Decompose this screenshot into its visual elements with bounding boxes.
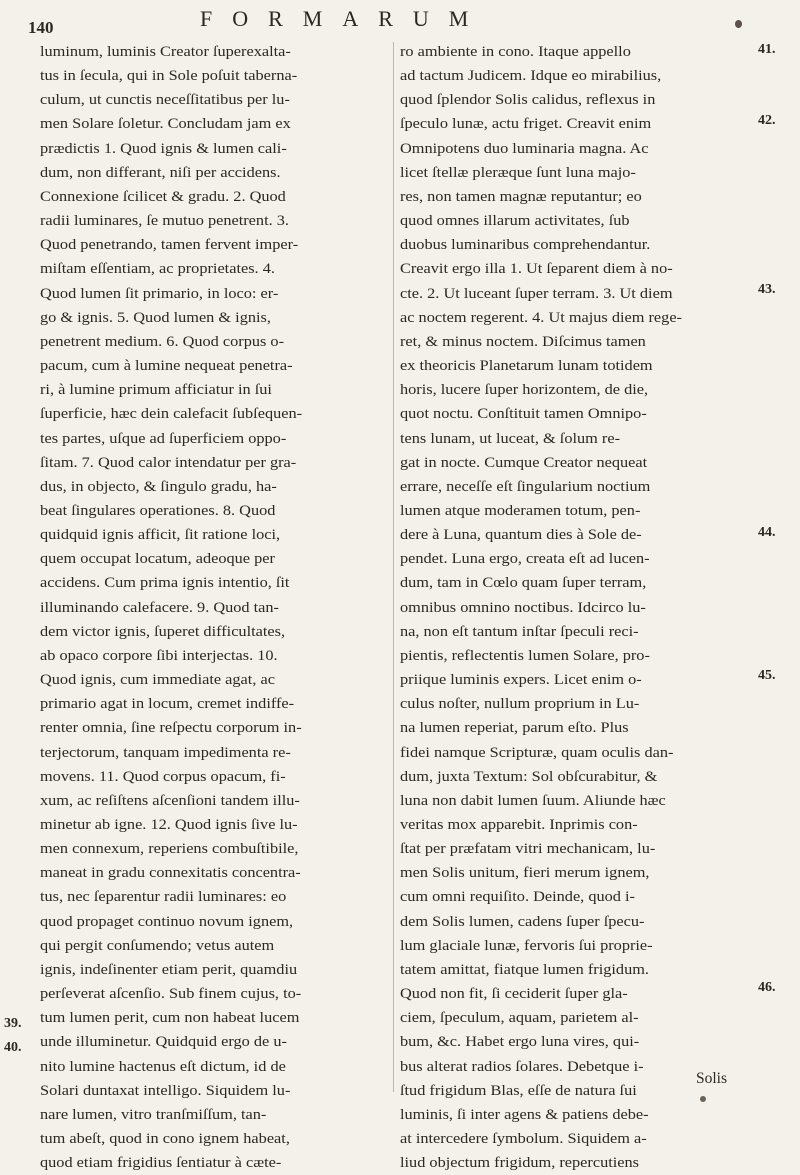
text-line: dum, tam in Cœlo quam ſuper terram, [400,575,647,592]
text-line: Creavit ergo illa 1. Ut ſeparent diem à no- [400,261,673,278]
text-line: tus in ſecula, qui in Sole poſuit taberna- [40,68,298,85]
text-line: renter omnia, ſine reſpectu corporum in- [40,720,302,737]
text-line: go & ignis. 5. Quod lumen & ignis, [40,309,271,326]
text-line: pacum, cum à lumine nequeat penetra- [40,358,293,375]
margin-number: 39. [4,1016,22,1031]
text-line: xum, ac reſiſtens aſcenſioni tandem illu- [40,792,300,809]
text-line: penetrent medium. 6. Quod corpus o- [40,333,285,350]
text-line: priique luminis expers. Licet enim o- [400,672,642,689]
text-line: pientis, reflectentis lumen Solare, pro- [400,647,650,664]
text-line: qui pergit conſumendo; vetus autem [40,937,275,954]
text-line: Solari duntaxat intelligo. Siquidem lu- [40,1082,291,1099]
ink-speck [700,1096,706,1102]
text-line: tatem amittat, fiatque lumen frigidum. [400,961,649,978]
text-line: quod ſplendor Solis calidus, reflexus in [400,92,656,109]
text-line: dum, juxta Textum: Sol obſcurabitur, & [400,768,658,785]
text-line: lum glaciale lunæ, fervoris ſui proprie- [400,937,653,954]
text-line: men Solare ſoletur. Concludam jam ex [40,116,291,133]
text-line: ciem, ſpeculum, aquam, parietem al- [400,1010,639,1027]
text-line: luminum, luminis Creator ſuperexalta- [40,44,291,60]
left-column [40,40,386,1175]
text-line: liud objectum frigidum, repercutiens [400,1155,640,1172]
text-line: men Solis unitum, fieri merum ignem, [400,865,650,882]
text-line: ſtat per præfatam vitri mechanicam, lu- [400,841,656,858]
text-line: tens lunam, ut luceat, & ſolum re- [400,430,621,447]
text-line: maneat in gradu connexitatis concentra- [40,865,301,882]
text-line: illuminando calefacere. 9. Quod tan- [40,599,280,616]
text-line: ſuperficie, hæc dein calefacit ſubſequen- [40,406,303,423]
text-line: ret, & minus noctem. Diſcimus tamen [400,333,646,350]
text-line: quod propaget continuo novum ignem, [40,913,294,930]
text-line: quot noctu. Conſtituit tamen Omnipo- [400,406,647,423]
text-line: movens. 11. Quod corpus opacum, fi- [40,768,286,785]
text-line: dem Solis lumen, cadens ſuper ſpecu- [400,913,645,930]
text-line: bum, &c. Habet ergo luna vires, qui- [400,1034,640,1051]
text-line: omnibus omnino noctibus. Idcirco lu- [400,599,646,616]
text-line: miſtam eſſentiam, ac proprietates. 4. [40,261,275,278]
text-line: quod etiam frigidius ſentiatur à cæte- [40,1155,282,1172]
text-line: na lumen reperiat, parum eſto. Plus [400,720,629,737]
right-column [400,40,750,1175]
text-line: tus, nec ſeparentur radii luminares: eo [40,889,287,906]
text-line: ac noctem regerent. 4. Ut majus diem rege- [400,309,682,326]
text-line: ſitam. 7. Quod calor intendatur per gra- [40,454,297,471]
text-line: quod omnes illarum activitates, ſub [400,213,630,230]
text-line: cte. 2. Ut luceant ſuper terram. 3. Ut diem [400,285,673,302]
catchword: Solis [696,1070,728,1087]
text-line: ſpeculo lunæ, actu friget. Creavit enim [400,116,652,133]
text-line: errare, neceſſe eſt ſingularium noctium [400,478,651,495]
text-line: ignis, indeſinenter etiam perit, quamdiu [40,961,298,978]
margin-number: 45. [758,668,776,683]
text-line: gat in nocte. Cumque Creator nequeat [400,454,648,471]
text-line: Quod penetrando, tamen fervent imper- [40,237,299,254]
text-line: culum, ut cunctis neceſſitatibus per lu- [40,92,290,109]
text-line: Omnipotens duo luminaria magna. Ac [400,140,649,157]
text-line: culus noſter, nullum proprium in Lu- [400,696,640,713]
text-line: bus alterat radios ſolares. Debetque i- [400,1058,644,1075]
text-line: nito lumine hactenus eſt dictum, id de [40,1058,286,1075]
text-line: nare lumen, vitro tranſmiſſum, tan- [40,1106,267,1123]
text-line: men connexum, reperiens combuſtibile, [40,841,299,858]
text-line: radii luminares, ſe mutuo penetrent. 3. [40,213,289,230]
text-line: perſeverat aſcenſio. Sub finem cujus, to- [40,986,302,1003]
text-line: tum abeſt, quod in cono ignem habeat, [40,1131,290,1148]
margin-number: 40. [4,1040,22,1055]
text-line: ad tactum Judicem. Idque eo mirabilius, [400,68,662,85]
text-line: quidquid ignis afficit, ſit ratione loci, [40,527,281,544]
margin-number: 41. [758,42,776,57]
text-line: luminis, ſi inter agens & patiens debe- [400,1106,649,1123]
running-head: FORMARUM [200,6,489,31]
text-line: accidens. Cum prima ignis intentio, ſit [40,575,290,592]
text-line: Quod non fit, ſi ceciderit ſuper gla- [400,986,628,1003]
text-line: ſtud frigidum Blas, eſſe de natura ſui [400,1082,637,1099]
text-line: dem victor ignis, ſuperet difficultates, [40,623,286,640]
margin-number: 43. [758,282,776,297]
text-line: Quod ignis, cum immediate agat, ac [40,672,275,689]
text-line: dere à Luna, quantum dies à Sole de- [400,527,642,544]
text-line: ro ambiente in cono. Itaque appello [400,44,631,60]
text-line: pendet. Luna ergo, creata eſt ad lucen- [400,551,650,568]
text-line: Connexione ſcilicet & gradu. 2. Quod [40,188,286,205]
text-line: duobus luminaribus comprehendantur. [400,237,651,254]
text-line: primario agat in locum, cremet indiffe- [40,696,295,713]
text-line: dus, in objecto, & ſingulo gradu, ha- [40,478,277,495]
margin-number: 44. [758,525,776,540]
text-line: ab opaco corpore ſibi interjectas. 10. [40,647,278,664]
text-line: licet ſtellæ pleræque ſunt luna majo- [400,164,636,181]
text-line: beat ſingulares operationes. 8. Quod [40,502,276,519]
text-line: minetur ab igne. 12. Quod ignis ſive lu- [40,817,298,833]
text-line: unde illuminetur. Quidquid ergo de u- [40,1034,287,1051]
text-line: ri, à lumine primum afficiatur in ſui [40,382,272,399]
text-line: tes partes, uſque ad ſuperficiem oppo- [40,430,287,447]
text-line: ex theoricis Planetarum lunam totidem [400,358,653,375]
column-divider [393,42,394,1092]
margin-number: 42. [758,113,776,128]
margin-number: 46. [758,980,776,995]
text-line: prædictis 1. Quod ignis & lumen cali- [40,140,287,157]
text-line: res, non tamen magnæ reputantur; eo [400,188,642,205]
text-line: veritas mox apparebit. Inprimis con- [400,817,638,833]
text-line: horis, lucere ſuper horizontem, de die, [400,382,649,399]
text-line: cum omni requiſito. Deinde, quod i- [400,889,635,906]
text-line: na, non eſt tantum inſtar ſpeculi reci- [400,623,639,640]
text-line: quem occupat locatum, adeoque per [40,551,275,568]
text-line: Quod lumen ſit primario, in loco: er- [40,285,279,302]
text-line: terjectorum, tanquam impedimenta re- [40,744,291,761]
text-line: at intercedere ſymbolum. Siquidem a- [400,1131,647,1148]
text-line: lumen atque moderamen totum, pen- [400,502,641,519]
page-number: 140 [28,18,54,37]
text-line: tum lumen perit, cum non habeat lucem [40,1010,300,1027]
text-line: fidei namque Scripturæ, quam oculis dan- [400,744,674,761]
text-line: luna non dabit lumen ſuum. Aliunde hæc [400,792,666,809]
text-line: dum, non differant, niſi per accidens. [40,164,281,181]
ink-speck [735,20,742,28]
